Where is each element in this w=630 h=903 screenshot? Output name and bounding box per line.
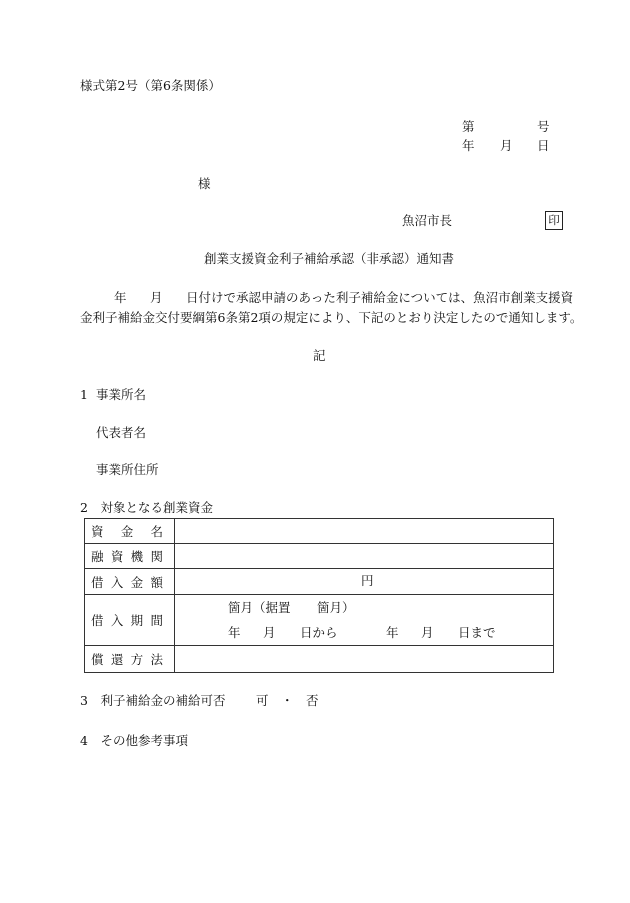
date-day: 日: [537, 138, 550, 153]
table-row: [85, 544, 554, 569]
label-char: 名: [150, 524, 163, 539]
lender-value: [175, 544, 554, 569]
date-month: 月: [500, 138, 513, 153]
yen-unit: 円: [361, 573, 374, 588]
table-row: [85, 595, 554, 646]
label-char: 融: [91, 549, 104, 564]
period-grace: 箇月）: [317, 600, 355, 615]
period-start-year: 年: [228, 625, 241, 640]
label-char: 資: [91, 524, 104, 539]
label-cell: [85, 569, 175, 595]
table-row: [85, 519, 554, 544]
item2-heading: 2 対象となる創業資金: [80, 500, 213, 515]
label-char: 間: [150, 613, 163, 628]
period-end-month: 月: [421, 625, 434, 640]
body-line1-text: 日付けで承認申請のあった利子補給金については、魚沼市創業支援資: [186, 290, 574, 305]
item1-number: 1: [80, 387, 88, 402]
body-month: 月: [150, 290, 163, 305]
addressee-suffix: 様: [198, 176, 211, 191]
body-year: 年: [114, 290, 127, 305]
label-char: 償: [91, 652, 104, 667]
doc-number-go: 号: [537, 119, 550, 134]
seal-mark: 印: [545, 211, 563, 230]
label-char: 資: [110, 549, 124, 564]
document-title: 創業支援資金利子補給承認（非承認）通知書: [204, 251, 455, 266]
form-number: 様式第2号（第6条関係）: [80, 78, 221, 93]
period-months: 箇月（据置: [228, 600, 291, 615]
item3-options: 可 ・ 否: [256, 693, 319, 708]
period-end-year: 年: [386, 625, 399, 640]
representative-label: 代表者名: [96, 425, 147, 440]
date-year: 年: [462, 138, 475, 153]
label-char: 還: [110, 652, 124, 667]
item3-heading: 3 利子補給金の補給可否: [80, 693, 226, 708]
label-char: 関: [150, 549, 163, 564]
label-cell: [85, 519, 175, 544]
label-char: 方: [130, 652, 144, 667]
label-char: 金: [120, 524, 134, 539]
body-line2: 金利子補給金交付要綱第6条第2項の規定により、下記のとおり決定したので通知します。: [80, 310, 583, 325]
item4-heading: 4 その他参考事項: [80, 733, 188, 748]
label-cell: [85, 646, 175, 673]
label-char: 金: [130, 574, 144, 590]
label-char: 借: [91, 574, 104, 590]
ki-heading: 記: [313, 348, 326, 363]
label-char: 借: [91, 613, 104, 628]
label-cell: [85, 595, 175, 646]
item1-label: 事業所名: [96, 387, 147, 402]
table-row: [85, 646, 554, 673]
loan-period-value: [175, 595, 554, 646]
label-char: 入: [110, 574, 124, 590]
address-label: 事業所住所: [96, 462, 159, 477]
fund-name-value: [175, 519, 554, 544]
label-char: 入: [110, 613, 124, 628]
label-cell: [85, 544, 175, 569]
label-char: 機: [130, 549, 144, 564]
loan-amount-value: [175, 569, 554, 595]
label-char: 期: [130, 613, 144, 628]
doc-number-dai: 第: [462, 119, 475, 134]
period-start-month: 月: [263, 625, 276, 640]
label-char: 法: [150, 652, 163, 667]
period-start-day: 日から: [300, 625, 338, 640]
label-char: 額: [150, 574, 163, 590]
repayment-method-value: [175, 646, 554, 673]
period-end-day: 日まで: [458, 625, 496, 640]
funding-table: [84, 518, 554, 673]
issuer-name: 魚沼市長: [402, 213, 453, 228]
table-row: [85, 569, 554, 595]
